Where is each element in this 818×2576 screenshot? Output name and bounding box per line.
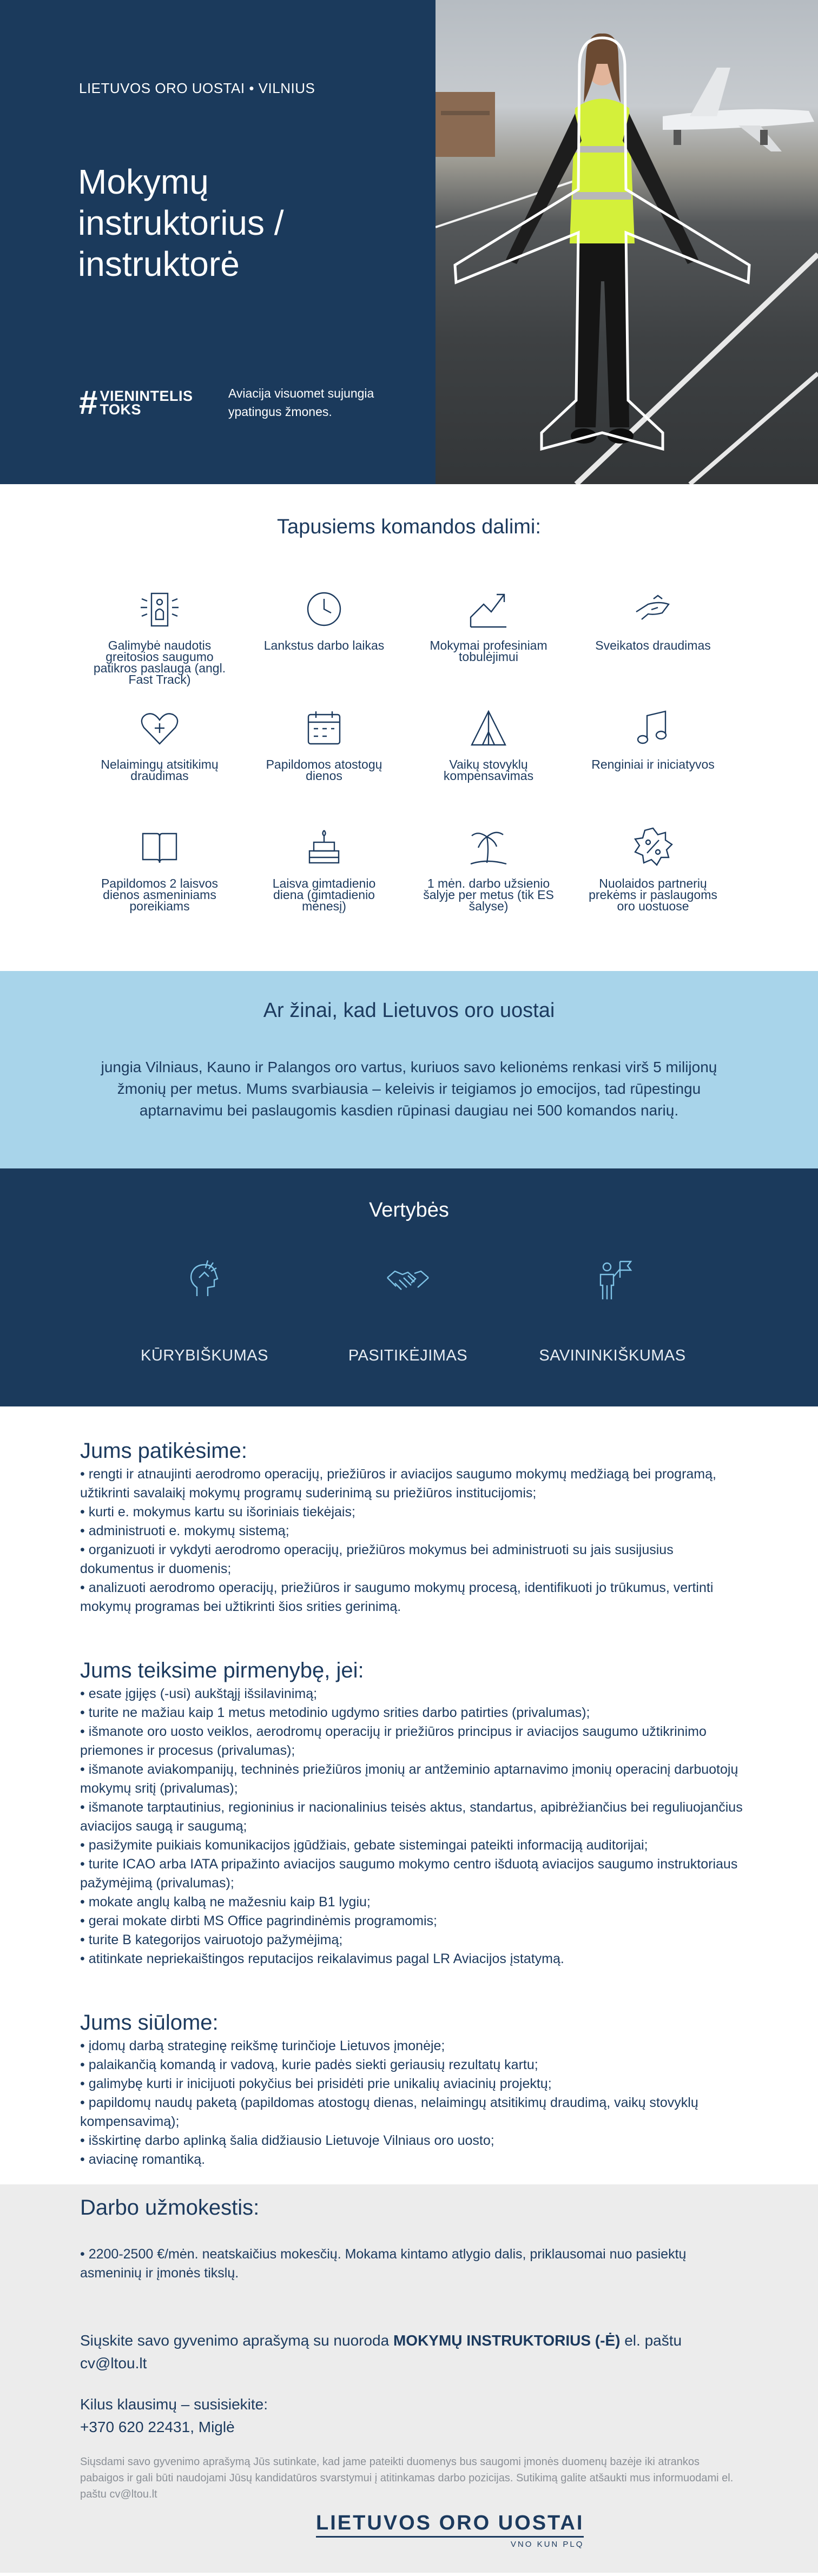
page-title: Mokymų instruktorius / instruktorė: [78, 162, 284, 283]
growth-chart-icon: [465, 586, 512, 632]
birthday-cake-icon: [301, 824, 347, 870]
list-item: • gerai mokate dirbti MS Office pagrindinėmis programomis;: [80, 1912, 746, 1931]
benefits-section: [0, 484, 818, 971]
benefit-label: Laisva gimtadienio diena (gimtadienio mėnesį): [272, 876, 376, 913]
benefit-label: Nelaimingų atsitikimų draudimas: [101, 757, 219, 783]
list-item: • įdomų darbą strateginę reikšmę turinčioje Lietuvos įmonėje;: [80, 2037, 746, 2056]
list-item: • galimybę kurti ir inicijuoti pokyčius bei prisidėti prie unikalių aviacinių projektų;: [80, 2075, 746, 2093]
benefit-item: [242, 824, 406, 954]
tent-icon: [465, 705, 512, 751]
hero-photo: [436, 0, 818, 484]
hero-section: [0, 0, 818, 484]
logo-cities: VNO KUN PLQ: [510, 2540, 584, 2549]
benefit-item: [571, 705, 735, 824]
benefit-item: [77, 824, 242, 954]
list-item: • išmanote tarptautinius, regioninius ir nacionalinius teisės aktus, standartus, apibrėžiančius bei reguliuojančius aviacijos saugą ir saugumą;: [80, 1798, 746, 1836]
list-item: • kurti e. mokymus kartu su išoriniais tiekėjais;: [80, 1503, 746, 1522]
contact-phone[interactable]: +370 620 22431, Miglė: [80, 2419, 235, 2435]
value-item: [515, 1256, 710, 1365]
benefit-label: Nuolaidos partnerių prekėms ir paslaugoms oro uostuose: [589, 876, 717, 913]
salary-section: [0, 2184, 818, 2573]
benefit-label: Lankstus darbo laikas: [263, 638, 385, 652]
list-item: • turite B kategorijos vairuotojo pažymėjimą;: [80, 1931, 746, 1950]
apply-prefix: Siųskite savo gyvenimo aprašymą su nuoroda: [80, 2332, 393, 2349]
hero-tagline: Aviacija visuomet sujungia ypatingus žmones.: [228, 386, 374, 419]
contact-block: [80, 2393, 818, 2439]
hashtag-symbol: #: [79, 384, 98, 421]
heart-plus-icon: [136, 705, 183, 751]
list-item: • turite ne mažiau kaip 1 metus metodinio ugdymo srities darbo patirties (privalumas);: [80, 1703, 746, 1722]
value-item: [107, 1256, 302, 1365]
list-item: • analizuoti aerodromo operacijų, priežiūros ir saugumo mokymų procesą, identifikuoti jo trūkumus, vertinti mokymų programas bei užtikrinti šios srities gerinimą.: [80, 1578, 746, 1616]
benefit-label: Papildomos 2 laisvos dienos asmeniniams poreikiams: [101, 876, 219, 913]
palm-tree-icon: [465, 824, 512, 870]
logo-name: LIETUVOS ORO UOSTAI: [316, 2512, 584, 2538]
hero-panel: [0, 0, 436, 484]
calendar-icon: [301, 705, 347, 751]
benefit-item: [571, 586, 735, 705]
creativity-icon: [181, 1256, 228, 1304]
responsibilities-title: Jums patikėsime:: [80, 1439, 247, 1463]
flag-person-icon: [589, 1256, 636, 1304]
list-item: • mokate anglų kalbą ne mažesniu kaip B1 lygiu;: [80, 1893, 746, 1912]
benefit-item: [242, 705, 406, 824]
salary-title: Darbo užmokestis:: [80, 2196, 260, 2220]
terminal-stripe: [441, 111, 490, 115]
benefit-item: [406, 586, 571, 705]
benefits-grid: [77, 586, 735, 954]
offer-list: [80, 2037, 746, 2169]
discount-badge-icon: [630, 824, 676, 870]
about-text: jungia Vilniaus, Kauno ir Palangos oro vartus, kuriuos savo kelionėms renkasi virš 5 milijonų žmonių per metus. Mums svarbiausia – keleivis ir teigiamos jo emocijos, tad rūpestingu aptarnavimu bei paslaugomis kasdien rūpinasi daugiau nei 500 komandos narių.: [101, 1059, 717, 1119]
list-item: • rengti ir atnaujinti aerodromo operacijų, priežiūros ir aviacijos saugumo mokymų medžiagą bei programą, užtikrinti savalaikį mokymų programų suderinimą su priežiūros institucijomis;: [80, 1465, 746, 1503]
handshake-icon: [384, 1256, 432, 1304]
benefit-label: Renginiai ir iniciatyvos: [591, 757, 715, 771]
requirements-list: [80, 1685, 746, 1969]
terminal-building: [436, 92, 495, 157]
spacer: [80, 1616, 818, 1659]
value-label: KŪRYBIŠKUMAS: [141, 1347, 268, 1364]
book-icon: [136, 824, 183, 870]
requirements-title: Jums teiksime pirmenybę, jei:: [80, 1659, 364, 1682]
job-details-section: [0, 1406, 818, 2184]
benefit-item: [571, 824, 735, 954]
privacy-disclaimer: Siųsdami savo gyvenimo aprašymą Jūs sutinkate, kad jame pateikti duomenys bus saugomi įmonės duomenų bazėje iki atrankos pabaigos ir gali būti naudojami Jūsų kandidatūros svarstymui į atitinkamas darbo pozicijas. Sutikimą galite atšaukti mus informuodami el. paštu cv@ltou.lt: [80, 2456, 734, 2500]
list-item: • organizuoti ir vykdyti aerodromo operacijų, priežiūros mokymus bei administruoti su jais susijusius dokumentus ir duomenis;: [80, 1541, 746, 1578]
list-item: • turite ICAO arba IATA pripažinto aviacijos saugumo mokymo centro išduotą aviacijos saugumo instruktoriaus pažymėjimą (privalumas);: [80, 1855, 746, 1893]
about-section: [0, 971, 818, 1168]
list-item: • pasižymite puikiais komunikacijos įgūdžiais, gebate sistemingai pateikti informaciją auditorijai;: [80, 1836, 746, 1855]
hand-care-icon: [630, 586, 676, 632]
person-figure: [506, 34, 698, 444]
list-item: • išmanote aviakompanijų, techninės priežiūros įmonių ar antžeminio aptarnavimo įmonių operacinį darbuotojų mokymų sritį (privalumas);: [80, 1760, 746, 1798]
benefit-item: [77, 705, 242, 824]
list-item: • aviacinę romantiką.: [80, 2150, 746, 2169]
hashtag-words: [100, 389, 193, 417]
list-item: • administruoti e. mokymų sistemą;: [80, 1522, 746, 1541]
about-title: Ar žinai, kad Lietuvos oro uostai: [263, 999, 555, 1022]
apply-position: MOKYMŲ INSTRUKTORIUS (-Ė): [393, 2332, 621, 2349]
list-item: • išskirtinę darbo aplinką šalia didžiausio Lietuvoje Vilniaus oro uosto;: [80, 2131, 746, 2150]
offer-title: Jums siūlome:: [80, 2011, 219, 2035]
salary-text: • 2200-2500 €/mėn. neatskaičius mokesčių. Mokama kintamo atlygio dalis, priklausomai nuo pasiektų asmeninių ir įmonės tikslų.: [80, 2245, 746, 2283]
value-label: SAVININKIŠKUMAS: [539, 1347, 686, 1364]
benefit-item: [406, 705, 571, 824]
list-item: • palaikančią komandą ir vadovą, kurie padės siekti geriausių rezultatų kartu;: [80, 2056, 746, 2075]
airplane-shape: [663, 68, 814, 151]
spacer: [80, 1969, 818, 2011]
hashtag-line-1: VIENINTELIS: [100, 388, 193, 404]
clock-icon: [301, 586, 347, 632]
list-item: • išmanote oro uosto veiklos, aerodromų operacijų ir priežiūros principus ir aviacijos saugumo užtikrinimo priemones ir procesus (privalumas);: [80, 1722, 746, 1760]
value-item: [311, 1256, 505, 1365]
responsibilities-list: [80, 1465, 746, 1616]
music-note-icon: [630, 705, 676, 751]
contact-label: Kilus klausimų – susisiekite:: [80, 2396, 268, 2413]
values-title: Vertybės: [369, 1199, 449, 1221]
list-item: • atitinkate nepriekaištingos reputacijos reikalavimus pagal LR Aviacijos įstatymą.: [80, 1950, 746, 1969]
benefit-label: Vaikų stovyklų kompensavimas: [443, 757, 534, 783]
benefit-item: [406, 824, 571, 954]
list-item: • esate įgijęs (-usi) aukštąjį išsilavinimą;: [80, 1685, 746, 1703]
benefit-label: Mokymai profesiniam tobulėjimui: [430, 638, 547, 664]
airport-photo-illustration: [436, 0, 818, 484]
apply-instructions: [80, 2329, 746, 2375]
values-section: [0, 1168, 818, 1406]
benefit-label: Sveikatos draudimas: [595, 638, 711, 652]
benefit-label: 1 mėn. darbo užsienio šalyje per metus (tik ES šalyse): [423, 876, 554, 913]
apply-email[interactable]: el. paštu cv@ltou.lt: [80, 2332, 682, 2372]
security-gate-icon: [136, 586, 183, 632]
benefit-label: Galimybė naudotis greitosios saugumo patikros paslauga (angl. Fast Track): [93, 638, 226, 686]
tarmac-line-3: [690, 373, 818, 484]
hashtag-logo: [79, 384, 193, 421]
benefit-item: [242, 586, 406, 705]
value-label: PASITIKĖJIMAS: [348, 1347, 468, 1364]
benefit-item: [77, 586, 242, 705]
company-logo: [316, 2512, 584, 2549]
list-item: • papildomų naudų paketą (papildomas atostogų dienas, nelaimingų atsitikimų draudimą, vaikų stovyklų kompensavimą);: [80, 2093, 746, 2131]
brand-label: LIETUVOS ORO UOSTAI • VILNIUS: [79, 80, 315, 96]
benefit-label: Papildomos atostogų dienos: [266, 757, 382, 783]
benefits-title: Tapusiems komandos dalimi:: [277, 516, 541, 538]
hashtag-line-2: TOKS: [100, 401, 141, 418]
